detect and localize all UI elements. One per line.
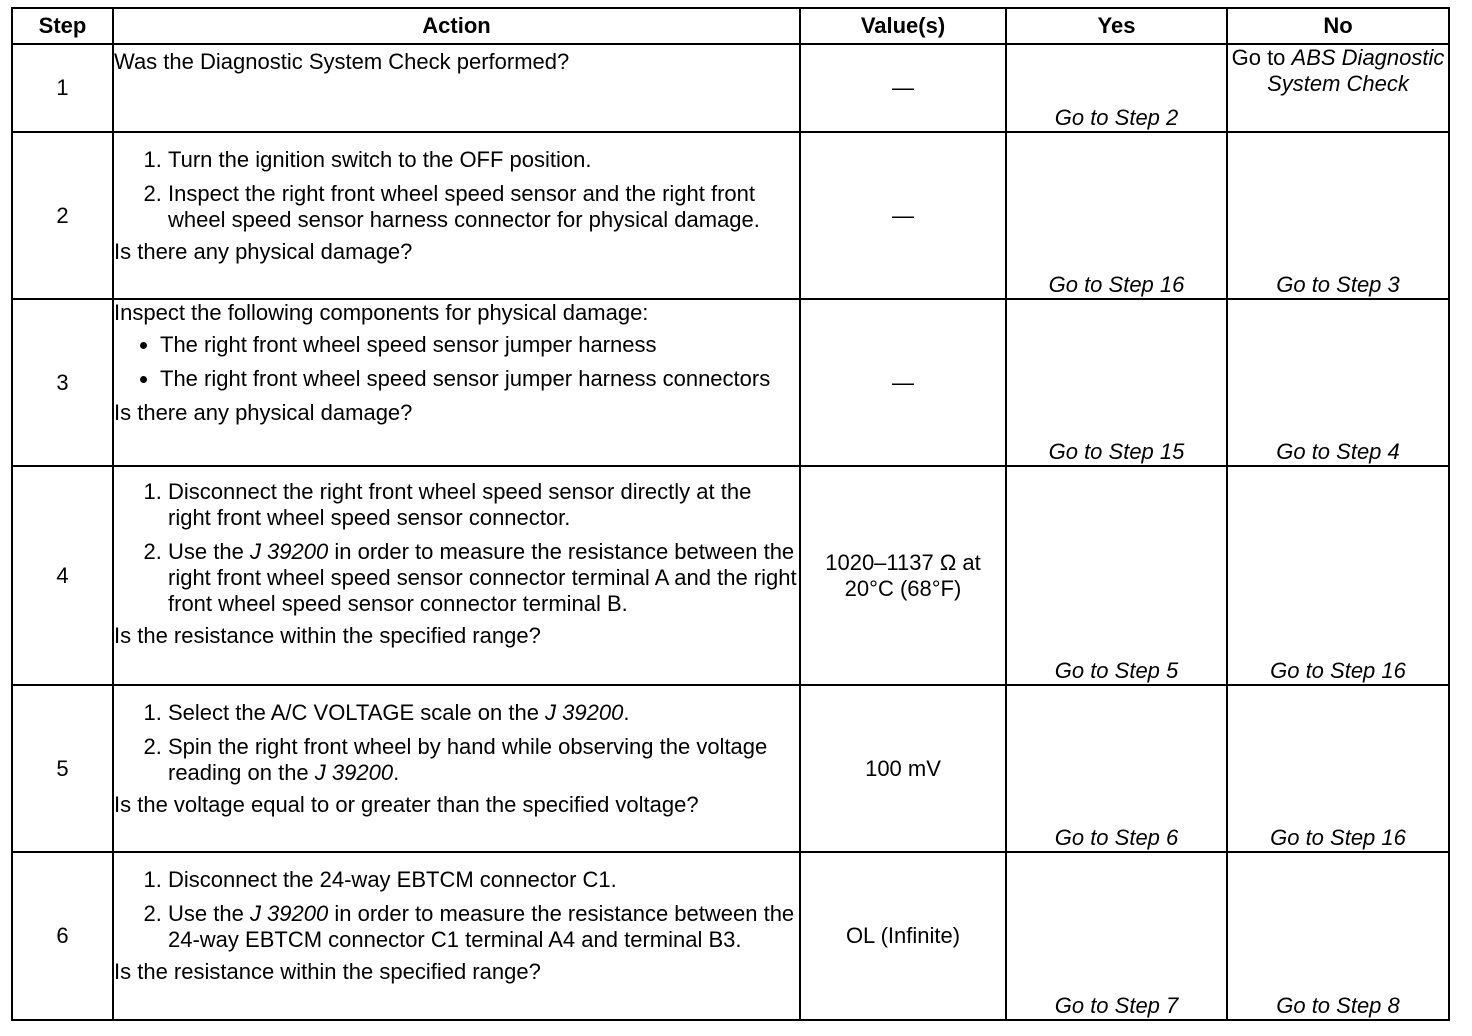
yes-cell: Go to Step 6 — [1006, 685, 1227, 852]
no-cell: Go to Step 4 — [1227, 299, 1449, 466]
value-cell: 1020–1137 Ω at 20°C (68°F) — [800, 466, 1006, 685]
table-row — [12, 132, 1449, 299]
action-intro: Inspect the following components for physical damage: — [114, 300, 649, 325]
header-yes: Yes — [1006, 8, 1227, 44]
step-text: . — [623, 700, 630, 725]
action-question: Is the resistance within the specified range? — [114, 623, 541, 648]
value-cell: — — [800, 299, 1006, 466]
no-cell: Go to Step 3 — [1227, 132, 1449, 299]
tool-reference: J 39200 — [545, 700, 624, 725]
step-number: 2 — [12, 132, 113, 299]
diagnostic-table — [11, 7, 1450, 1021]
step-number: 3 — [12, 299, 113, 466]
header-no: No — [1227, 8, 1449, 44]
action-question: Is the voltage equal to or greater than the specified voltage? — [114, 792, 699, 817]
step-text: Select the A/C VOLTAGE scale on the — [168, 700, 546, 725]
action-step-item: 1. Disconnect the right front wheel speed sensor directly at the right front wheel speed sensor connector. — [168, 479, 799, 531]
value-cell: — — [800, 44, 1006, 132]
yes-cell: Go to Step 16 — [1006, 132, 1227, 299]
header-action: Action — [113, 8, 800, 44]
step-text: in order to measure the resistance between the right front wheel speed sensor connector terminal A and the right front wheel speed sensor connector terminal B. — [168, 539, 797, 616]
step-text: Use the — [168, 539, 250, 564]
action-cell — [113, 132, 800, 299]
step-number: 5 — [12, 685, 113, 852]
diagnostic-table-container — [11, 7, 1448, 1021]
action-cell — [113, 299, 800, 466]
list-item: • The right front wheel speed sensor jumper harness — [160, 332, 799, 358]
step-number: 4 — [12, 466, 113, 685]
no-cell: Go to Step 16 — [1227, 685, 1449, 852]
table-row — [12, 852, 1449, 1020]
table-row — [12, 299, 1449, 466]
yes-cell: Go to Step 7 — [1006, 852, 1227, 1020]
no-cell: Go to Step 16 — [1227, 466, 1449, 685]
action-cell — [113, 44, 800, 132]
table-row — [12, 685, 1449, 852]
component-list — [114, 332, 799, 392]
tool-reference: J 39200 — [314, 760, 394, 785]
action-step-item: 1. Turn the ignition switch to the OFF position. — [168, 147, 799, 173]
no-cell: Go to Step 8 — [1227, 852, 1449, 1020]
action-cell — [113, 685, 800, 852]
step-text: Use the — [168, 901, 250, 926]
yes-cell: Go to Step 2 — [1006, 44, 1227, 132]
action-steps — [114, 147, 799, 233]
list-item: • The right front wheel speed sensor jumper harness connectors — [160, 366, 799, 392]
action-steps — [114, 479, 799, 617]
action-step-item — [168, 901, 799, 953]
yes-cell: Go to Step 15 — [1006, 299, 1227, 466]
action-step-item — [168, 539, 799, 617]
step-number: 1 — [12, 44, 113, 132]
no-prefix: Go to — [1231, 45, 1292, 70]
header-values: Value(s) — [800, 8, 1006, 44]
step-text: Spin the right front wheel by hand while observing the voltage reading on the — [168, 734, 768, 785]
yes-cell: Go to Step 5 — [1006, 466, 1227, 685]
step-text: . — [393, 760, 400, 785]
value-cell: OL (Infinite) — [800, 852, 1006, 1020]
action-steps — [114, 700, 799, 786]
step-text: in order to measure the resistance between the 24-way EBTCM connector C1 terminal A4 and terminal B3. — [168, 901, 795, 952]
action-step-item — [168, 700, 799, 726]
step-number: 6 — [12, 852, 113, 1020]
no-cell — [1227, 44, 1449, 132]
action-question: Is the resistance within the specified range? — [114, 959, 541, 984]
no-reference: ABS Diagnostic System Check — [1267, 45, 1445, 96]
table-row — [12, 44, 1449, 132]
action-steps — [114, 867, 799, 953]
action-step-item — [168, 734, 799, 786]
action-cell — [113, 466, 800, 685]
value-cell: 100 mV — [800, 685, 1006, 852]
table-row — [12, 466, 1449, 685]
action-step-item: 1. Disconnect the 24-way EBTCM connector C1. — [168, 867, 799, 893]
action-question: Was the Diagnostic System Check performed? — [114, 49, 570, 74]
action-question: Is there any physical damage? — [114, 400, 413, 425]
value-cell: — — [800, 132, 1006, 299]
tool-reference: J 39200 — [249, 901, 329, 926]
action-question: Is there any physical damage? — [114, 239, 413, 264]
header-step: Step — [12, 8, 113, 44]
tool-reference: J 39200 — [249, 539, 329, 564]
header-row — [12, 8, 1449, 44]
action-cell — [113, 852, 800, 1020]
action-step-item: 2. Inspect the right front wheel speed sensor and the right front wheel speed sensor harness connector for physical damage. — [168, 181, 799, 233]
